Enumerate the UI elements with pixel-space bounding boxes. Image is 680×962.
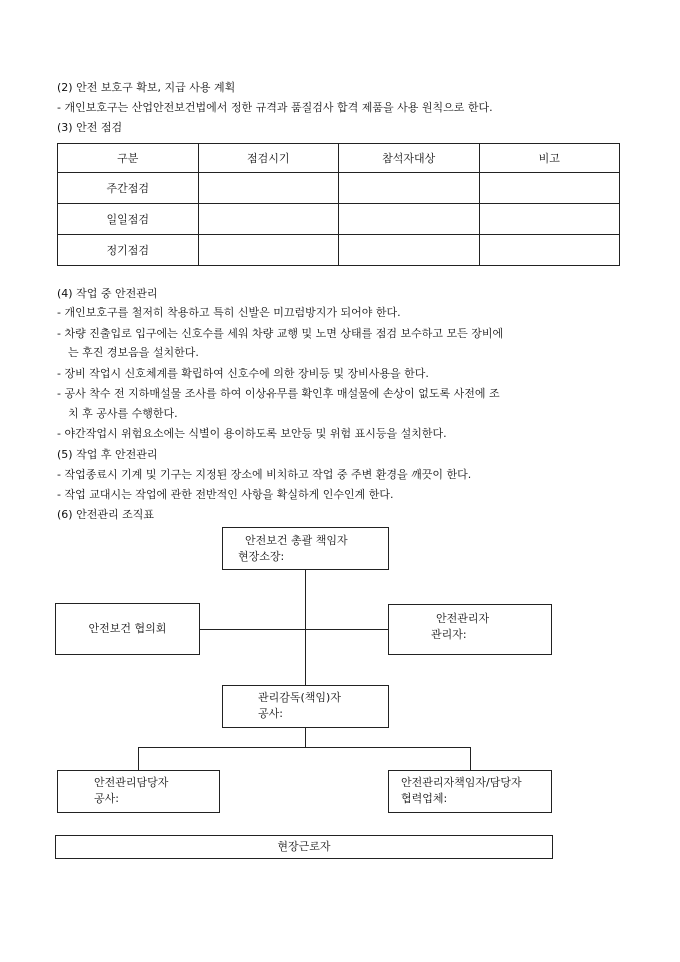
table-row — [58, 235, 620, 266]
org-connector — [200, 629, 388, 630]
table-header: 점검시기 — [198, 144, 339, 173]
table-cell — [339, 235, 480, 266]
table-cell — [198, 204, 339, 235]
table-cell — [198, 235, 339, 266]
sec4-item: - 개인보호구를 철저히 착용하고 특히 신발은 미끄럼방지가 되어야 한다. — [57, 306, 401, 319]
org-supervisor-title: 관리감독(책임)자 — [258, 691, 341, 704]
sec4-item: - 공사 착수 전 지하매설물 조사를 하여 이상유무를 확인후 매설물에 손상이 없도록 사전에 조 — [57, 387, 500, 400]
table-header: 구분 — [58, 144, 199, 173]
table-cell — [339, 204, 480, 235]
org-committee-title: 안전보건 협의회 — [88, 622, 167, 635]
org-safety-manager-box — [388, 604, 552, 655]
org-top-name: 현장소장: — [238, 550, 285, 563]
org-safety-manager-name: 관리자: — [431, 628, 467, 641]
org-partner-name: 협력업체: — [401, 792, 448, 805]
sec4-item-cont: 치 후 공사를 수행한다. — [68, 407, 178, 420]
sec5-title: (5) 작업 후 안전관리 — [57, 448, 158, 461]
org-safety-staff-name: 공사: — [94, 792, 119, 805]
sec5-item: - 작업 교대시는 작업에 관한 전반적인 사항을 확실하게 인수인계 한다. — [57, 488, 394, 501]
table-cell: 정기점검 — [58, 235, 199, 266]
sec4-item: - 차량 진출입로 입구에는 신호수를 세워 차량 교행 및 노면 상태를 점검 보수하고 모든 장비에 — [57, 327, 504, 340]
org-supervisor-box — [222, 685, 389, 728]
org-partner-title: 안전관리자책임자/담당자 — [401, 776, 522, 789]
org-connector — [470, 747, 471, 770]
sec6-title: (6) 안전관리 조직표 — [57, 508, 154, 521]
table-cell — [198, 173, 339, 204]
table-header: 비고 — [479, 144, 620, 173]
org-top-title: 안전보건 총괄 책임자 — [245, 534, 348, 547]
org-partner-box — [388, 770, 552, 813]
org-supervisor-name: 공사: — [258, 707, 283, 720]
org-safety-manager-title: 안전관리자 — [436, 612, 490, 625]
org-workers-box — [55, 835, 553, 859]
org-connector — [138, 747, 139, 770]
sec5-item: - 작업종료시 기계 및 기구는 지정된 장소에 비치하고 작업 중 주변 환경을 깨끗이 한다. — [57, 468, 472, 481]
sec3-title: (3) 안전 점검 — [57, 121, 123, 134]
table-row — [58, 173, 620, 204]
org-connector — [305, 728, 306, 748]
org-workers-title: 현장근로자 — [277, 840, 331, 853]
table-cell — [479, 173, 620, 204]
sec2-title: (2) 안전 보호구 확보, 지급 사용 계획 — [57, 81, 236, 94]
org-connector — [138, 747, 471, 748]
sec4-item-cont: 는 후진 경보음을 설치한다. — [68, 346, 199, 359]
table-cell: 일일점검 — [58, 204, 199, 235]
table-header: 참석자대상 — [339, 144, 480, 173]
table-cell — [339, 173, 480, 204]
org-connector — [305, 570, 306, 685]
sec4-title: (4) 작업 중 안전관리 — [57, 287, 158, 300]
org-committee-box — [55, 603, 200, 655]
sec2-item: - 개인보호구는 산업안전보건법에서 정한 규격과 품질검사 합격 제품을 사용 원칙으로 한다. — [57, 101, 493, 114]
table-cell: 주간점검 — [58, 173, 199, 204]
org-top-box — [222, 527, 389, 570]
org-safety-staff-box — [57, 770, 220, 813]
inspection-table — [57, 143, 620, 266]
org-safety-staff-title: 안전관리담당자 — [94, 776, 169, 789]
table-header-row — [58, 144, 620, 173]
table-row — [58, 204, 620, 235]
table-cell — [479, 235, 620, 266]
sec4-item: - 장비 작업시 신호체계를 확립하여 신호수에 의한 장비등 및 장비사용을 한다. — [57, 367, 429, 380]
sec4-item: - 야간작업시 위험요소에는 식별이 용이하도록 보안등 및 위험 표시등을 설치한다. — [57, 427, 447, 440]
table-cell — [479, 204, 620, 235]
